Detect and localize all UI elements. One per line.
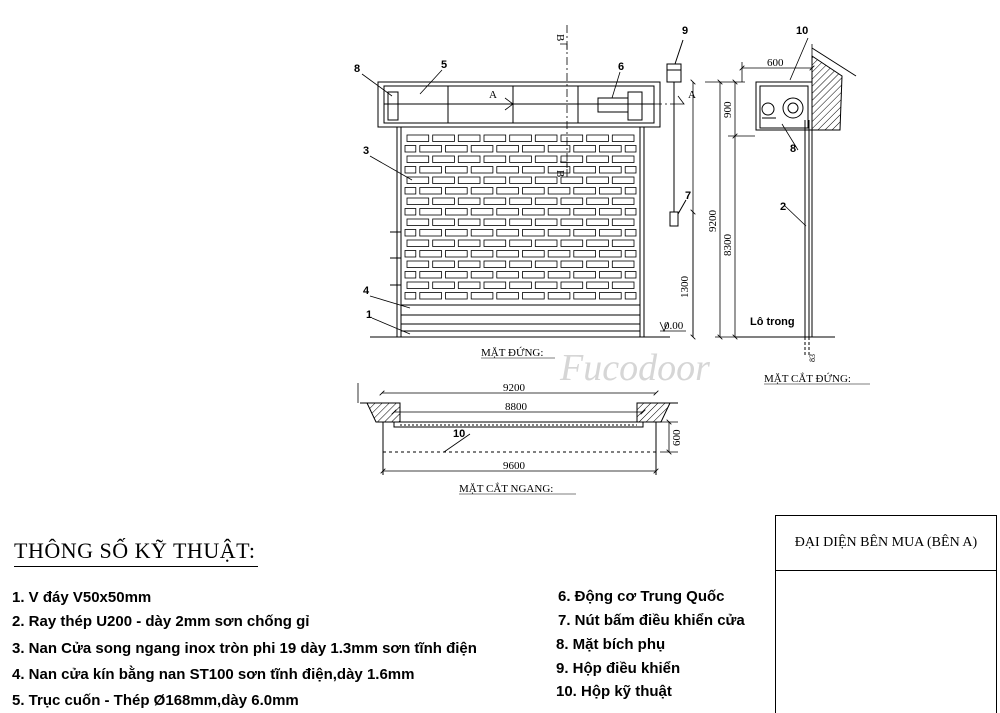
slat-opening	[612, 219, 634, 226]
slat-opening	[612, 177, 634, 184]
slat-opening	[407, 240, 429, 247]
callout-8-front: 8	[354, 63, 361, 75]
slat-opening	[407, 219, 429, 226]
slat-opening	[523, 209, 545, 216]
slat-opening	[587, 135, 609, 142]
slat-opening	[523, 272, 545, 279]
callout-9: 9	[682, 25, 689, 37]
level-0-00: 0.00	[664, 320, 684, 332]
control-box-and-button	[667, 40, 686, 226]
slat-opening	[407, 177, 429, 184]
slat-opening	[625, 146, 636, 153]
slat-opening	[405, 188, 416, 195]
slat-opening	[535, 219, 557, 226]
slat-opening	[625, 272, 636, 279]
callout-2: 2	[780, 201, 787, 213]
slat-opening	[600, 230, 622, 237]
spec-item-1: 1. V đáy V50x50mm	[12, 589, 152, 606]
slat-opening	[446, 167, 468, 174]
slat-opening	[484, 198, 506, 205]
slat-opening	[446, 209, 468, 216]
slat-opening	[471, 293, 493, 300]
vertical-section	[735, 48, 856, 356]
slat-opening	[625, 209, 636, 216]
dim-1300: 1300	[679, 276, 691, 298]
slat-opening	[510, 261, 532, 268]
slat-opening	[574, 188, 596, 195]
slat-opening	[548, 293, 570, 300]
slat-opening	[561, 135, 583, 142]
slat-opening	[587, 261, 609, 268]
slat-opening	[587, 198, 609, 205]
callout-8-section: 8	[790, 143, 797, 155]
slat-opening	[574, 272, 596, 279]
slat-opening	[535, 282, 557, 289]
slat-opening	[574, 146, 596, 153]
slat-opening	[510, 198, 532, 205]
slat-opening	[600, 146, 622, 153]
slat-opening	[625, 251, 636, 258]
slat-opening	[587, 240, 609, 247]
slat-opening	[420, 293, 442, 300]
slat-opening	[471, 251, 493, 258]
callout-10-horizontal: 10	[453, 428, 466, 440]
slat-opening	[458, 240, 480, 247]
slat-opening	[510, 156, 532, 163]
dim-83: 83	[808, 354, 817, 362]
slat-opening	[407, 156, 429, 163]
slat-opening	[574, 230, 596, 237]
slat-opening	[420, 146, 442, 153]
slat-opening	[612, 156, 634, 163]
slat-opening	[405, 209, 416, 216]
slat-opening	[523, 251, 545, 258]
section-markers	[398, 25, 684, 180]
dim-9600: 9600	[503, 460, 525, 472]
slat-opening	[548, 251, 570, 258]
slat-opening	[484, 156, 506, 163]
slat-opening	[497, 293, 519, 300]
slat-opening	[587, 177, 609, 184]
signature-party-a: ĐẠI DIỆN BÊN MUA (BÊN A)	[776, 516, 996, 571]
slat-opening	[561, 240, 583, 247]
slat-opening	[600, 272, 622, 279]
slat-opening	[433, 198, 455, 205]
callout-4: 4	[363, 285, 370, 297]
slat-opening	[548, 209, 570, 216]
slat-opening	[625, 167, 636, 174]
slat-opening	[446, 230, 468, 237]
slat-opening	[420, 209, 442, 216]
spec-item-8: 8. Mặt bích phụ	[556, 636, 666, 653]
slat-opening	[458, 261, 480, 268]
slat-opening	[405, 251, 416, 258]
slat-opening	[510, 282, 532, 289]
slat-opening	[458, 282, 480, 289]
slat-opening	[471, 146, 493, 153]
slat-opening	[407, 282, 429, 289]
slat-opening	[484, 282, 506, 289]
slat-opening	[446, 188, 468, 195]
slat-opening	[484, 219, 506, 226]
slat-opening	[523, 167, 545, 174]
spec-item-3: 3. Nan Cửa song ngang inox tròn phi 19 dày 1.3mm sơn tĩnh điện	[12, 640, 477, 657]
slat-opening	[535, 177, 557, 184]
slat-opening	[433, 156, 455, 163]
slat-opening	[510, 135, 532, 142]
slat-opening	[612, 198, 634, 205]
slat-opening	[612, 240, 634, 247]
slat-opening	[561, 261, 583, 268]
slat-opening	[471, 272, 493, 279]
slat-opening	[420, 167, 442, 174]
slat-opening	[523, 146, 545, 153]
slat-opening	[574, 167, 596, 174]
slat-opening	[535, 261, 557, 268]
slat-opening	[600, 209, 622, 216]
spec-item-9: 9. Hộp điều khiển	[556, 660, 681, 677]
slat-opening	[497, 251, 519, 258]
section-a-right: A	[688, 89, 696, 101]
vertical-dimensions	[693, 82, 755, 337]
slat-opening	[625, 188, 636, 195]
slat-opening	[535, 240, 557, 247]
slat-opening	[458, 156, 480, 163]
slat-opening	[446, 251, 468, 258]
slat-opening	[600, 293, 622, 300]
spec-item-10: 10. Hộp kỹ thuật	[556, 683, 672, 700]
slat-opening	[548, 272, 570, 279]
slat-opening	[433, 282, 455, 289]
slat-opening	[497, 146, 519, 153]
slat-opening	[561, 219, 583, 226]
spec-item-2: 2. Ray thép U200 - dày 2mm sơn chống gỉ	[12, 613, 310, 630]
spec-item-6: 6. Động cơ Trung Quốc	[558, 588, 725, 605]
slat-opening	[471, 230, 493, 237]
slat-opening	[535, 135, 557, 142]
slat-opening	[405, 167, 416, 174]
slat-opening	[446, 146, 468, 153]
callout-1: 1	[366, 309, 373, 321]
dim-9200-horizontal: 9200	[503, 382, 525, 394]
slat-opening	[510, 177, 532, 184]
callout-3: 3	[363, 145, 370, 157]
slat-opening	[484, 240, 506, 247]
slat-opening	[574, 293, 596, 300]
slat-opening	[612, 135, 634, 142]
slat-opening	[420, 272, 442, 279]
slat-opening	[405, 293, 416, 300]
slat-opening	[433, 261, 455, 268]
slat-opening	[458, 177, 480, 184]
section-a-left: A	[489, 89, 497, 101]
slat-opening	[471, 167, 493, 174]
spec-item-7: 7. Nút bấm điều khiển cửa	[558, 612, 745, 629]
slat-opening	[497, 188, 519, 195]
slat-opening	[561, 156, 583, 163]
slat-opening	[523, 230, 545, 237]
view-title-front: MẶT ĐỨNG:	[481, 347, 544, 359]
dim-8300: 8300	[722, 234, 734, 256]
slat-opening	[561, 198, 583, 205]
slat-opening	[420, 230, 442, 237]
slat-opening	[471, 188, 493, 195]
slat-opening	[523, 188, 545, 195]
slat-opening	[446, 272, 468, 279]
grille-slats	[405, 135, 636, 299]
slat-opening	[523, 293, 545, 300]
slat-opening	[420, 188, 442, 195]
slat-opening	[433, 240, 455, 247]
view-title-vertical-section: MẶT CẮT ĐỨNG:	[764, 373, 851, 385]
slat-opening	[535, 198, 557, 205]
callout-10-section: 10	[796, 25, 809, 37]
view-title-horizontal-section: MẶT CẮT NGANG:	[459, 483, 554, 495]
slat-opening	[407, 261, 429, 268]
specs-title: THÔNG SỐ KỸ THUẬT:	[14, 538, 256, 563]
slat-opening	[535, 156, 557, 163]
slat-opening	[497, 209, 519, 216]
slat-opening	[510, 240, 532, 247]
room-label: Lô trong	[750, 316, 795, 328]
section-b-bottom: B	[554, 170, 566, 178]
slat-opening	[587, 156, 609, 163]
slat-opening	[497, 167, 519, 174]
slat-opening	[625, 293, 636, 300]
slat-opening	[446, 293, 468, 300]
slat-opening	[458, 198, 480, 205]
slat-opening	[574, 251, 596, 258]
slat-opening	[587, 219, 609, 226]
section-b-top: B	[554, 34, 566, 42]
slat-opening	[612, 282, 634, 289]
slat-opening	[458, 135, 480, 142]
slat-opening	[497, 272, 519, 279]
slat-opening	[600, 188, 622, 195]
slat-opening	[484, 177, 506, 184]
spec-item-5: 5. Trục cuốn - Thép Ø168mm,dày 6.0mm	[12, 692, 299, 709]
slat-opening	[600, 167, 622, 174]
slat-opening	[612, 261, 634, 268]
slat-opening	[510, 219, 532, 226]
slat-opening	[471, 209, 493, 216]
callout-5: 5	[441, 59, 448, 71]
slat-opening	[405, 272, 416, 279]
spec-item-4: 4. Nan cửa kín bằng nan ST100 sơn tĩnh điện,dày 1.6mm	[12, 666, 415, 683]
slat-opening	[433, 177, 455, 184]
slat-opening	[574, 209, 596, 216]
slat-opening	[407, 198, 429, 205]
dim-600-horizontal: 600	[671, 429, 683, 446]
slat-opening	[497, 230, 519, 237]
callout-6: 6	[618, 61, 625, 73]
slat-opening	[407, 135, 429, 142]
slat-opening	[420, 251, 442, 258]
dim-8800: 8800	[505, 401, 527, 413]
slat-opening	[484, 261, 506, 268]
watermark: Fucodoor	[560, 347, 710, 389]
slat-opening	[548, 188, 570, 195]
dim-600-section: 600	[767, 57, 784, 69]
slat-opening	[587, 282, 609, 289]
slat-opening	[548, 230, 570, 237]
dim-900: 900	[722, 101, 734, 118]
slat-opening	[458, 219, 480, 226]
slat-opening	[600, 251, 622, 258]
slat-opening	[625, 230, 636, 237]
slat-opening	[484, 135, 506, 142]
callout-7: 7	[685, 190, 692, 202]
slat-opening	[433, 135, 455, 142]
slat-opening	[433, 219, 455, 226]
slat-opening	[405, 230, 416, 237]
slat-opening	[405, 146, 416, 153]
slat-opening	[561, 282, 583, 289]
dim-9200-vertical: 9200	[707, 210, 719, 232]
slat-opening	[561, 177, 583, 184]
signature-box	[775, 515, 997, 713]
